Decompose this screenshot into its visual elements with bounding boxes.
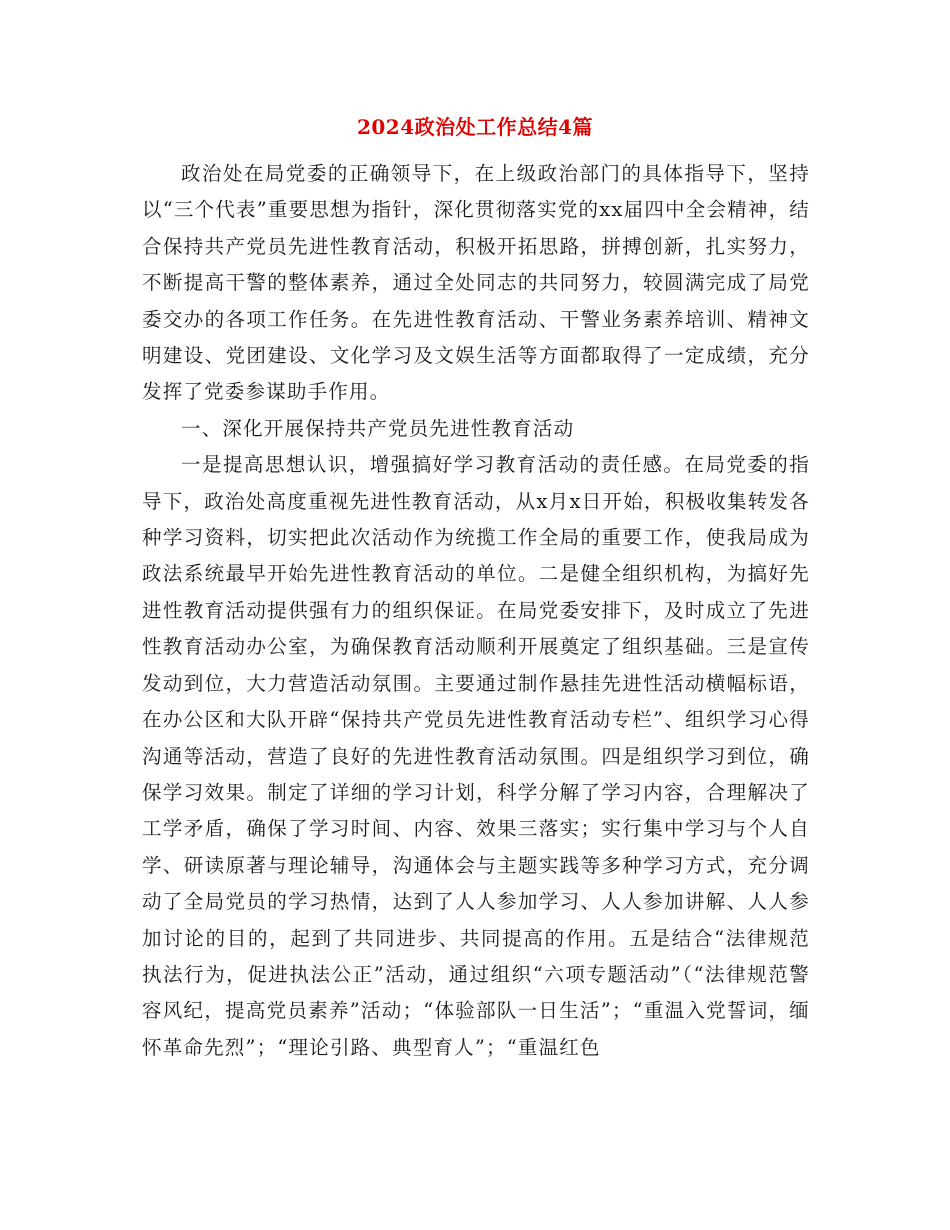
paragraph-intro: 政治处在局党委的正确领导下，在上级政治部门的具体指导下，坚持以“三个代表”重要思想为指针，深化贯彻落实党的xx届四中全会精神，结合保持共产党员先进性教育活动，积极开拓思路，拼搏创新，扎实努力，不断提高干警的整体素养，通过全处同志的共同努力，较圆满完成了局党委交办的各项工作任务。在先进性教育活动、干警业务素养培训、精神文明建设、党团建设、文化学习及文娱生活等方面都取得了一定成绩，充分发挥了党委参谋助手作用。: [142, 162, 810, 404]
document-body: [142, 156, 810, 1066]
paragraph-section-one: 一是提高思想认识，增强搞好学习教育活动的责任感。在局党委的指导下，政治处高度重视先进性教育活动，从x月x日开始，积极收集转发各种学习资料，切实把此次活动作为统揽工作全局的重要工作，使我局成为政法系统最早开始先进性教育活动的单位。二是健全组织机构，为搞好先进性教育活动提供强有力的组织保证。在局党委安排下，及时成立了先进性教育活动办公室，为确保教育活动顺利开展奠定了组织基础。三是宣传发动到位，大力营造活动氛围。主要通过制作悬挂先进性活动横幅标语，在办公区和大队开辟“保持共产党员先进性教育活动专栏”、组织学习心得沟通等活动，营造了良好的先进性教育活动氛围。四是组织学习到位，确保学习效果。制定了详细的学习计划，科学分解了学习内容，合理解决了工学矛盾，确保了学习时间、内容、效果三落实；实行集中学习与个人自学、研读原著与理论辅导，沟通体会与主题实践等多种学习方式，充分调动了全局党员的学习热情，达到了人人参加学习、人人参加讲解、人人参加讨论的目的，起到了共同进步、共同提高的作用。五是结合“法律规范执法行为，促进执法公正”活动，通过组织“六项专题活动”（“法律规范警容风纪，提高党员素养”活动；“体验部队一日生活”；“重温入党誓词，缅怀革命先烈”；“理论引路、典型育人”；“重温红色: [142, 453, 810, 1059]
section-heading: 一、深化开展保持共产党员先进性教育活动: [181, 416, 575, 440]
document-title: 2024政治处工作总结4篇: [356, 115, 594, 139]
